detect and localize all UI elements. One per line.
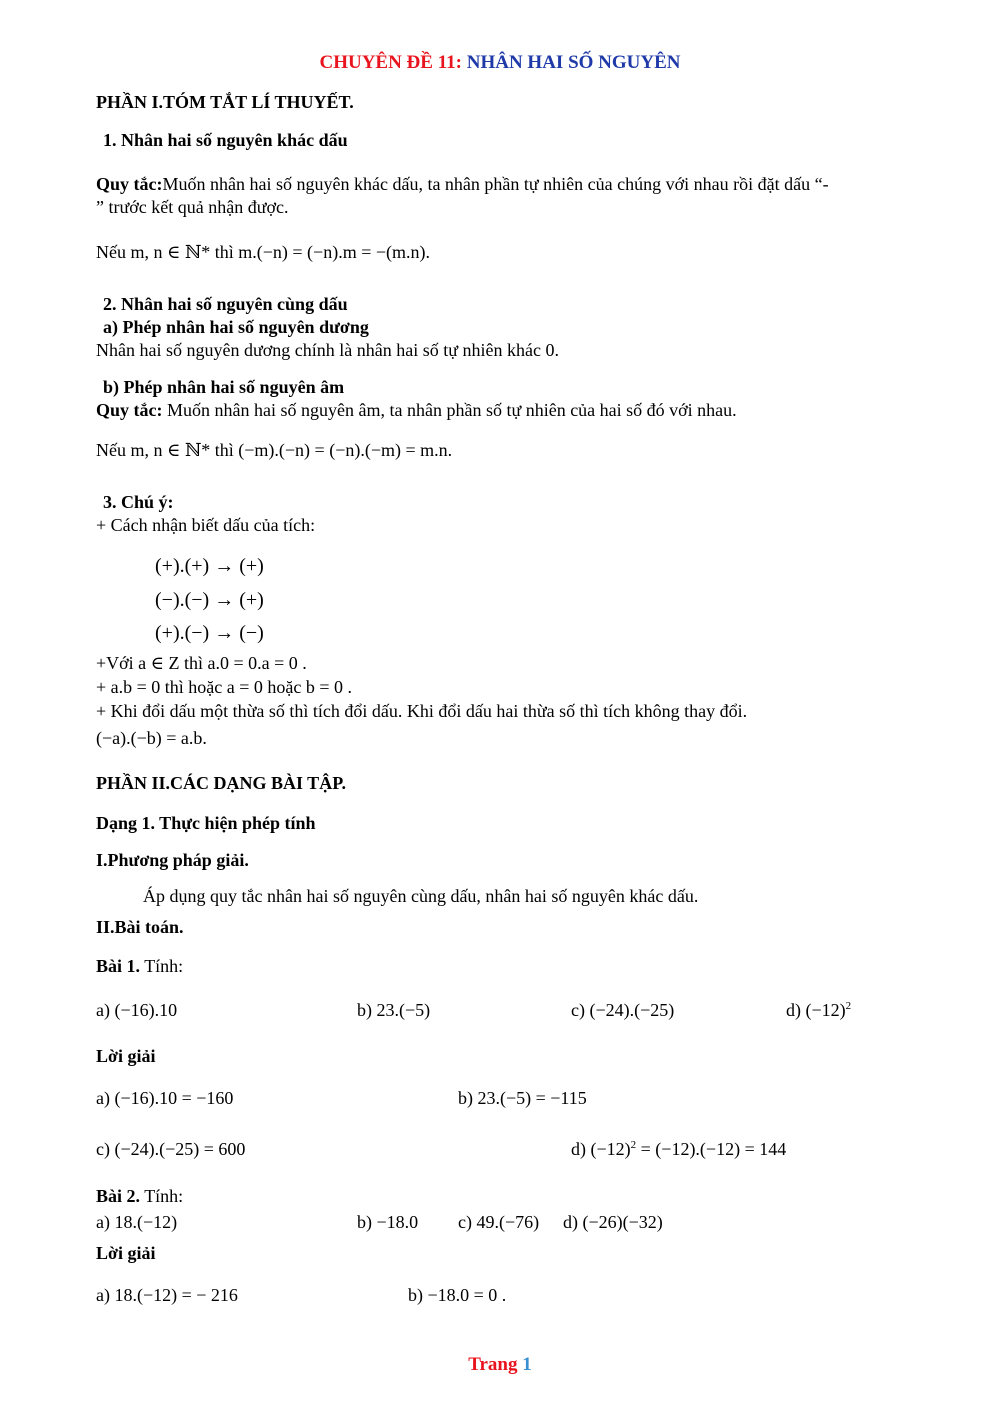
bai1-text: Tính: xyxy=(140,956,184,976)
solution1-d-exponent: 2 xyxy=(630,1139,637,1151)
method-text: Áp dụng quy tắc nhân hai số nguyên cùng dấu, nhân hai số nguyên khác dấu. xyxy=(143,886,699,906)
method-heading: I.Phương pháp giải. xyxy=(96,850,249,870)
solution2-heading: Lời giải xyxy=(96,1243,156,1263)
page-title xyxy=(0,52,1000,74)
part1-heading: PHẦN I.TÓM TẮT LÍ THUYẾT. xyxy=(96,92,354,112)
title-prefix: CHUYÊN ĐỀ 11: xyxy=(319,52,467,73)
bai2-a: a) 18.(−12) xyxy=(96,1212,178,1232)
section1-heading: 1. Nhân hai số nguyên khác dấu xyxy=(103,130,348,150)
bai1-heading xyxy=(96,956,183,977)
solution1-b: b) 23.(−5) = −115 xyxy=(458,1088,587,1108)
rule-text: Muốn nhân hai số nguyên âm, ta nhân phần số tự nhiên của hai số đó với nhau. xyxy=(162,400,737,420)
rule-label: Quy tắc: xyxy=(96,174,163,194)
section3-heading: 3. Chú ý: xyxy=(103,492,174,512)
part2-heading: PHẦN II.CÁC DẠNG BÀI TẬP. xyxy=(96,773,347,793)
sign-rule-1: (+).(+) → (+) xyxy=(155,555,264,577)
solution1-c: c) (−24).(−25) = 600 xyxy=(96,1139,246,1159)
section2b-formula: Nếu m, n ∈ ℕ* thì (−m).(−n) = (−n).(−m) = m.n. xyxy=(96,440,453,460)
bai1-a: a) (−16).10 xyxy=(96,1000,178,1020)
page-footer xyxy=(0,1354,1000,1376)
bai1-d-exponent: 2 xyxy=(845,1000,852,1012)
note-1: +Với a ∈ Z thì a.0 = 0.a = 0 . xyxy=(96,653,307,673)
sign-rule-3: (+).(−) → (−) xyxy=(155,622,264,644)
problems-heading: II.Bài toán. xyxy=(96,917,184,937)
bai2-b: b) −18.0 xyxy=(357,1212,419,1232)
note-2: + a.b = 0 thì hoặc a = 0 hoặc b = 0 . xyxy=(96,677,353,697)
solution1-d xyxy=(571,1139,786,1160)
solution1-heading: Lời giải xyxy=(96,1046,156,1066)
rule-text: Muốn nhân hai số nguyên khác dấu, ta nhân phần tự nhiên của chúng với nhau rồi đặt dấu “- xyxy=(162,174,829,194)
section2b-rule xyxy=(96,400,737,421)
bai2-text: Tính: xyxy=(140,1186,184,1206)
section2a-heading: a) Phép nhân hai số nguyên dương xyxy=(103,317,369,337)
bai1-label: Bài 1. xyxy=(96,956,141,976)
footer-page-number: 1 xyxy=(522,1354,532,1375)
section3-line1: + Cách nhận biết dấu của tích: xyxy=(96,515,316,535)
sign-rule-2: (−).(−) → (+) xyxy=(155,589,264,611)
bai2-label: Bài 2. xyxy=(96,1186,141,1206)
bai1-b: b) 23.(−5) xyxy=(357,1000,431,1020)
rule-label: Quy tắc: xyxy=(96,400,163,420)
section1-rule xyxy=(96,174,829,195)
solution2-a: a) 18.(−12) = − 216 xyxy=(96,1285,238,1305)
bai1-d-base: d) (−12) xyxy=(786,1000,846,1020)
bai2-d: d) (−26)(−32) xyxy=(563,1212,663,1232)
bai2-c: c) 49.(−76) xyxy=(458,1212,540,1232)
footer-label: Trang xyxy=(468,1354,523,1375)
dang1-heading: Dạng 1. Thực hiện phép tính xyxy=(96,813,316,833)
solution1-a: a) (−16).10 = −160 xyxy=(96,1088,234,1108)
bai1-c: c) (−24).(−25) xyxy=(571,1000,675,1020)
solution1-d-result: = (−12).(−12) = 144 xyxy=(636,1139,787,1159)
title-main: NHÂN HAI SỐ NGUYÊN xyxy=(466,52,681,73)
section2a-text: Nhân hai số nguyên dương chính là nhân hai số tự nhiên khác 0. xyxy=(96,340,559,360)
note-3: + Khi đổi dấu một thừa số thì tích đổi dấu. Khi đổi dấu hai thừa số thì tích không thay đổi. xyxy=(96,701,748,721)
section1-rule-cont: ” trước kết quả nhận được. xyxy=(96,197,289,217)
section2-heading: 2. Nhân hai số nguyên cùng dấu xyxy=(103,294,348,314)
section1-formula: Nếu m, n ∈ ℕ* thì m.(−n) = (−n).m = −(m.n). xyxy=(96,242,430,262)
solution1-d-base: d) (−12) xyxy=(571,1139,631,1159)
section2b-heading: b) Phép nhân hai số nguyên âm xyxy=(103,377,345,397)
solution2-b: b) −18.0 = 0 . xyxy=(408,1285,507,1305)
bai2-heading xyxy=(96,1186,183,1207)
note-4: (−a).(−b) = a.b. xyxy=(96,728,207,748)
bai1-d xyxy=(786,1000,851,1021)
